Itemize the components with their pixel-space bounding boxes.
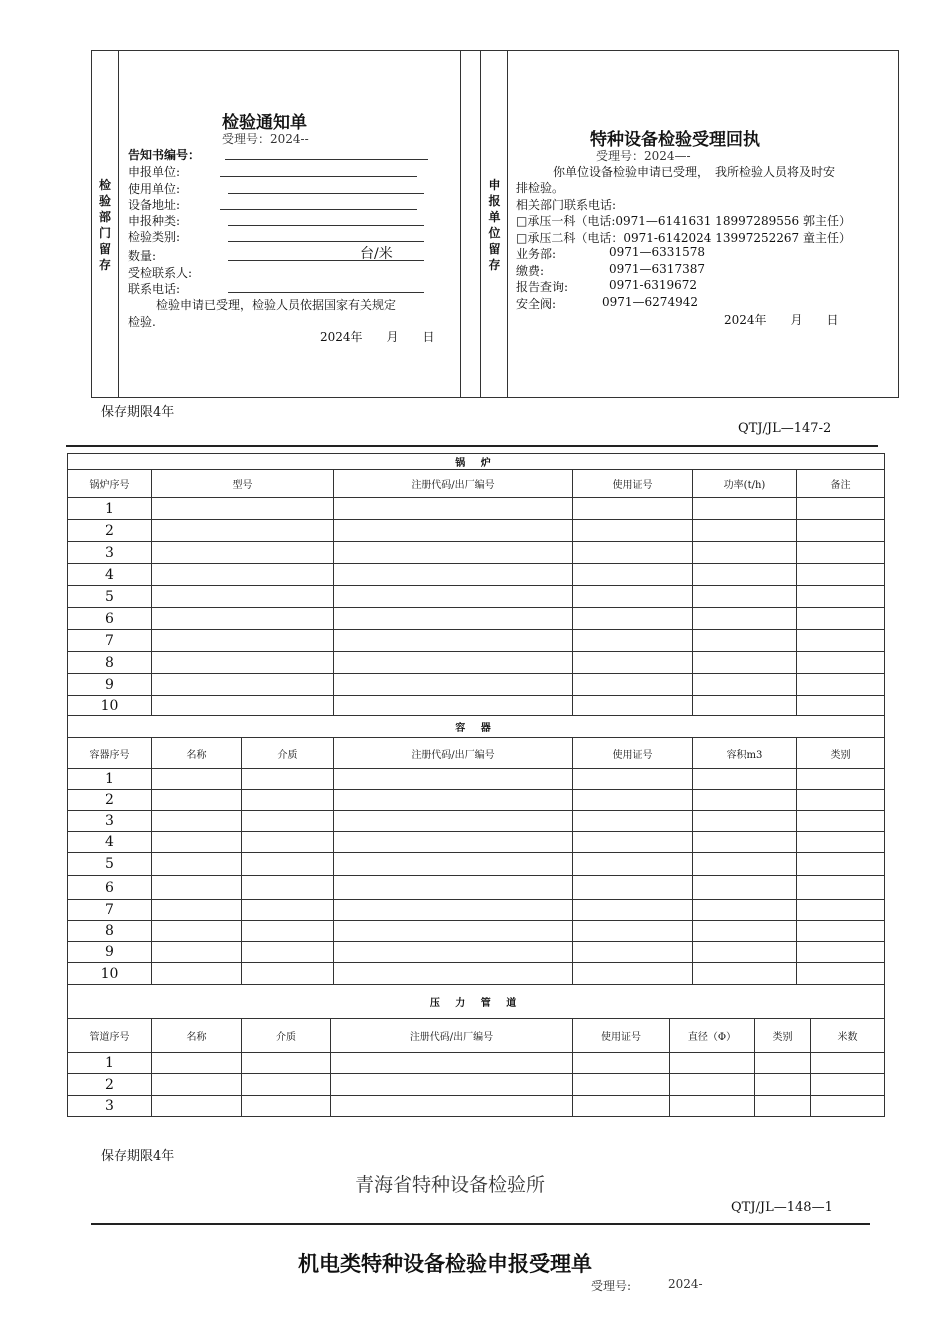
cell[interactable] — [152, 811, 242, 832]
table-row — [68, 652, 885, 674]
field-quantity-unit: 台/米 — [360, 246, 393, 262]
table-row — [68, 1096, 885, 1117]
row-number: 3 — [68, 811, 152, 832]
table-row — [68, 696, 885, 716]
notice-date: 2024年 月 日 — [320, 330, 435, 344]
accept-no-value: 2024- — [668, 1277, 703, 1291]
receipt-row-label: 缴费: — [516, 264, 545, 278]
cell[interactable] — [334, 586, 573, 608]
row-number: 8 — [68, 652, 152, 674]
receipt-line2: 排检验。 — [516, 181, 565, 195]
boiler-header: 锅炉序号 — [68, 470, 152, 498]
cell[interactable] — [693, 790, 797, 811]
vessel-header: 容积m3 — [693, 738, 797, 769]
vessel-header: 介质 — [242, 738, 334, 769]
cell[interactable] — [797, 921, 885, 942]
row-number: 4 — [68, 564, 152, 586]
cell[interactable] — [242, 811, 334, 832]
cell[interactable] — [152, 790, 242, 811]
cell[interactable] — [797, 963, 885, 985]
cell[interactable] — [573, 832, 693, 853]
cell[interactable] — [242, 900, 334, 921]
cell[interactable] — [797, 696, 885, 716]
cell[interactable] — [152, 853, 242, 876]
boiler-vessel-table — [67, 453, 885, 985]
notice-accept-no: 受理号：2024-- — [222, 132, 309, 146]
cell[interactable] — [573, 963, 693, 985]
pipe-table — [67, 984, 885, 1117]
field-inspect-type-label: 检验类别: — [128, 230, 181, 244]
cell[interactable] — [334, 542, 573, 564]
retention-note: 保存期限4年 — [101, 1149, 175, 1164]
cell[interactable] — [693, 586, 797, 608]
cell[interactable] — [334, 520, 573, 542]
cell[interactable] — [797, 942, 885, 963]
receipt-date: 2024年 月 日 — [724, 313, 839, 327]
cell[interactable] — [152, 942, 242, 963]
cell[interactable] — [152, 1074, 242, 1096]
notice-body-line2: 检验. — [128, 315, 156, 329]
pipe-header: 直径（Φ） — [670, 1019, 755, 1053]
receipt-row-value: 0971—6317387 — [609, 262, 705, 276]
cell[interactable] — [693, 832, 797, 853]
cell[interactable] — [334, 652, 573, 674]
row-number: 9 — [68, 942, 152, 963]
page-title: 机电类特种设备检验申报受理单 — [298, 1252, 592, 1276]
cell[interactable] — [811, 1074, 885, 1096]
form-code: QTJ/JL—148—1 — [731, 1200, 833, 1215]
field-apply-type-label: 申报种类: — [128, 214, 181, 228]
cell[interactable] — [693, 608, 797, 630]
vessel-header: 类别 — [797, 738, 885, 769]
cell[interactable] — [670, 1096, 755, 1117]
cell[interactable] — [152, 542, 334, 564]
cell[interactable] — [334, 790, 573, 811]
pipe-section-title: 压 力 管 道 — [68, 985, 885, 1019]
pipe-header: 注册代码/出厂编号 — [331, 1019, 573, 1053]
cell[interactable] — [573, 921, 693, 942]
separator-line — [91, 1223, 870, 1225]
field-notice-no-line[interactable] — [225, 159, 428, 160]
cell[interactable] — [693, 674, 797, 696]
cell[interactable] — [152, 608, 334, 630]
boiler-header: 功率(t/h) — [693, 470, 797, 498]
pipe-header: 名称 — [152, 1019, 242, 1053]
cell[interactable] — [693, 811, 797, 832]
vessel-header: 容器序号 — [68, 738, 152, 769]
cell[interactable] — [152, 1053, 242, 1074]
cell[interactable] — [331, 1053, 573, 1074]
table-row — [68, 586, 885, 608]
field-contact-label: 受检联系人: — [128, 266, 193, 280]
table-row — [68, 832, 885, 853]
cell[interactable] — [573, 1053, 670, 1074]
cell[interactable] — [693, 963, 797, 985]
row-number: 2 — [68, 790, 152, 811]
row-number: 8 — [68, 921, 152, 942]
cell[interactable] — [152, 586, 334, 608]
cell[interactable] — [693, 630, 797, 652]
receipt-row-label: 报告查询: — [516, 280, 569, 294]
table-row — [68, 674, 885, 696]
cell[interactable] — [152, 674, 334, 696]
cell[interactable] — [334, 498, 573, 520]
field-apply-type-line[interactable] — [228, 225, 424, 226]
separator-line — [66, 445, 878, 447]
table-row — [68, 542, 885, 564]
field-user-unit-line[interactable] — [228, 193, 424, 194]
cell[interactable] — [797, 542, 885, 564]
table-row — [68, 564, 885, 586]
cell[interactable] — [811, 1053, 885, 1074]
cell[interactable] — [334, 564, 573, 586]
cell[interactable] — [334, 900, 573, 921]
receipt-title: 特种设备检验受理回执 — [590, 130, 760, 150]
cell[interactable] — [693, 696, 797, 716]
receipt-line1: 你单位设备检验申请已受理， 我所检验人员将及时安 — [553, 165, 836, 179]
form-code: QTJ/JL—147-2 — [738, 421, 832, 436]
cell[interactable] — [573, 498, 693, 520]
cell[interactable] — [573, 674, 693, 696]
right-side-label: 申 报 单 位 留 存 — [488, 178, 501, 272]
row-number: 1 — [68, 1053, 152, 1074]
cell[interactable] — [152, 696, 334, 716]
cell[interactable] — [242, 963, 334, 985]
cell[interactable] — [797, 832, 885, 853]
row-number: 3 — [68, 1096, 152, 1117]
cell[interactable] — [573, 652, 693, 674]
cell[interactable] — [670, 1074, 755, 1096]
table-row — [68, 498, 885, 520]
field-applicant-label: 申报单位: — [128, 165, 181, 179]
cell[interactable] — [573, 900, 693, 921]
cell[interactable] — [152, 564, 334, 586]
pipe-header: 米数 — [811, 1019, 885, 1053]
cell[interactable] — [797, 900, 885, 921]
cell[interactable] — [573, 1096, 670, 1117]
field-quantity-label: 数量: — [128, 249, 157, 263]
cell[interactable] — [573, 811, 693, 832]
cell[interactable] — [334, 921, 573, 942]
field-user-unit-label: 使用单位: — [128, 182, 181, 196]
vessel-header: 名称 — [152, 738, 242, 769]
cell[interactable] — [242, 769, 334, 790]
row-number: 10 — [68, 963, 152, 985]
cell[interactable] — [573, 790, 693, 811]
cell[interactable] — [242, 1096, 331, 1117]
cell[interactable] — [152, 921, 242, 942]
cell[interactable] — [573, 853, 693, 876]
cell[interactable] — [797, 498, 885, 520]
cell[interactable] — [797, 769, 885, 790]
table-row — [68, 790, 885, 811]
accept-no-label: 受理号: — [591, 1279, 632, 1293]
cell[interactable] — [755, 1053, 811, 1074]
cell[interactable] — [797, 630, 885, 652]
cell[interactable] — [334, 876, 573, 900]
row-number: 7 — [68, 630, 152, 652]
field-phone-label: 联系电话: — [128, 282, 181, 296]
cell[interactable] — [334, 832, 573, 853]
row-number: 6 — [68, 608, 152, 630]
left-side-label: 检 验 部 门 留 存 — [98, 178, 111, 272]
cell[interactable] — [152, 1096, 242, 1117]
row-number: 3 — [68, 542, 152, 564]
cell[interactable] — [573, 696, 693, 716]
cell[interactable] — [242, 876, 334, 900]
vessel-header: 注册代码/出厂编号 — [334, 738, 573, 769]
cell[interactable] — [797, 564, 885, 586]
divider — [460, 50, 461, 398]
cell[interactable] — [573, 564, 693, 586]
cell[interactable] — [152, 652, 334, 674]
table-row — [68, 520, 885, 542]
receipt-row-value: 0971—6274942 — [602, 295, 698, 309]
pipe-header: 使用证号 — [573, 1019, 670, 1053]
boiler-header: 注册代码/出厂编号 — [334, 470, 573, 498]
institute-name: 青海省特种设备检验所 — [355, 1174, 546, 1196]
cell[interactable] — [334, 942, 573, 963]
table-row — [68, 876, 885, 900]
cell[interactable] — [573, 608, 693, 630]
vessel-header: 使用证号 — [573, 738, 693, 769]
cell[interactable] — [242, 853, 334, 876]
cell[interactable] — [152, 498, 334, 520]
cell[interactable] — [693, 942, 797, 963]
row-number: 9 — [68, 674, 152, 696]
row-number: 1 — [68, 769, 152, 790]
retention-note: 保存期限4年 — [101, 405, 175, 420]
cell[interactable] — [693, 564, 797, 586]
cell[interactable] — [152, 769, 242, 790]
cell[interactable] — [797, 652, 885, 674]
table-row — [68, 1074, 885, 1096]
row-number: 6 — [68, 876, 152, 900]
notice-title: 检验通知单 — [222, 113, 307, 133]
table-row — [68, 811, 885, 832]
cell[interactable] — [693, 542, 797, 564]
cell[interactable] — [152, 876, 242, 900]
receipt-contact1: □承压一科（电话:0971—6141631 18997289556 郭主任） — [516, 214, 851, 228]
table-row — [68, 608, 885, 630]
boiler-header: 型号 — [152, 470, 334, 498]
cell[interactable] — [334, 769, 573, 790]
cell[interactable] — [331, 1096, 573, 1117]
cell[interactable] — [573, 942, 693, 963]
cell[interactable] — [334, 963, 573, 985]
cell[interactable] — [693, 498, 797, 520]
table-row — [68, 1053, 885, 1074]
cell[interactable] — [242, 921, 334, 942]
table-row — [68, 921, 885, 942]
boiler-section-title: 锅 炉 — [68, 454, 885, 470]
cell[interactable] — [811, 1096, 885, 1117]
cell[interactable] — [670, 1053, 755, 1074]
cell[interactable] — [797, 853, 885, 876]
table-row — [68, 630, 885, 652]
cell[interactable] — [693, 900, 797, 921]
cell[interactable] — [797, 790, 885, 811]
receipt-row-label: 安全阀: — [516, 297, 557, 311]
cell[interactable] — [242, 832, 334, 853]
receipt-contacts-title: 相关部门联系电话: — [516, 198, 617, 212]
field-applicant-line[interactable] — [220, 176, 417, 177]
cell[interactable] — [573, 769, 693, 790]
cell[interactable] — [334, 674, 573, 696]
receipt-row-label: 业务部: — [516, 247, 557, 261]
row-number: 5 — [68, 586, 152, 608]
table-row — [68, 942, 885, 963]
receipt-contact2: □承压二科（电话：0971-6142024 13997252267 童主任） — [516, 231, 851, 245]
row-number: 10 — [68, 696, 152, 716]
cell[interactable] — [242, 942, 334, 963]
receipt-row-value: 0971-6319672 — [609, 278, 698, 292]
cell[interactable] — [755, 1096, 811, 1117]
row-number: 1 — [68, 498, 152, 520]
pipe-header: 介质 — [242, 1019, 331, 1053]
cell[interactable] — [755, 1074, 811, 1096]
cell[interactable] — [693, 853, 797, 876]
cell[interactable] — [797, 876, 885, 900]
cell[interactable] — [242, 1053, 331, 1074]
boiler-header: 备注 — [797, 470, 885, 498]
cell[interactable] — [573, 520, 693, 542]
field-address-line[interactable] — [220, 209, 417, 210]
vessel-section-title: 容 器 — [68, 716, 885, 738]
cell[interactable] — [242, 1074, 331, 1096]
cell[interactable] — [334, 811, 573, 832]
cell[interactable] — [693, 769, 797, 790]
cell[interactable] — [573, 1074, 670, 1096]
cell[interactable] — [573, 586, 693, 608]
row-number: 2 — [68, 1074, 152, 1096]
table-row — [68, 769, 885, 790]
field-quantity-line[interactable] — [228, 260, 424, 261]
cell[interactable] — [331, 1074, 573, 1096]
cell[interactable] — [797, 586, 885, 608]
cell[interactable] — [573, 542, 693, 564]
row-number: 4 — [68, 832, 152, 853]
cell[interactable] — [334, 853, 573, 876]
field-phone-line[interactable] — [228, 292, 424, 293]
cell[interactable] — [152, 520, 334, 542]
row-number: 5 — [68, 853, 152, 876]
cell[interactable] — [693, 652, 797, 674]
cell[interactable] — [797, 811, 885, 832]
notice-body-line1: 检验申请已受理，检验人员依据国家有关规定 — [156, 298, 397, 312]
receipt-accept-no: 受理号：2024—- — [596, 149, 691, 163]
pipe-header: 管道序号 — [68, 1019, 152, 1053]
row-number: 2 — [68, 520, 152, 542]
cell[interactable] — [334, 630, 573, 652]
table-row — [68, 853, 885, 876]
pipe-header: 类别 — [755, 1019, 811, 1053]
field-inspect-type-line[interactable] — [228, 241, 424, 242]
cell[interactable] — [334, 608, 573, 630]
cell[interactable] — [152, 963, 242, 985]
table-row — [68, 963, 885, 985]
cell[interactable] — [152, 832, 242, 853]
cell[interactable] — [152, 630, 334, 652]
field-notice-no-label: 告知书编号： — [128, 148, 201, 162]
cell[interactable] — [693, 520, 797, 542]
row-number: 7 — [68, 900, 152, 921]
cell[interactable] — [573, 876, 693, 900]
receipt-row-value: 0971—6331578 — [609, 245, 705, 259]
boiler-header: 使用证号 — [573, 470, 693, 498]
cell[interactable] — [693, 876, 797, 900]
cell[interactable] — [334, 696, 573, 716]
cell[interactable] — [797, 674, 885, 696]
cell[interactable] — [152, 900, 242, 921]
cell[interactable] — [693, 921, 797, 942]
field-address-label: 设备地址: — [128, 198, 181, 212]
cell[interactable] — [797, 608, 885, 630]
table-row — [68, 900, 885, 921]
cell[interactable] — [797, 520, 885, 542]
cell[interactable] — [242, 790, 334, 811]
cell[interactable] — [573, 630, 693, 652]
